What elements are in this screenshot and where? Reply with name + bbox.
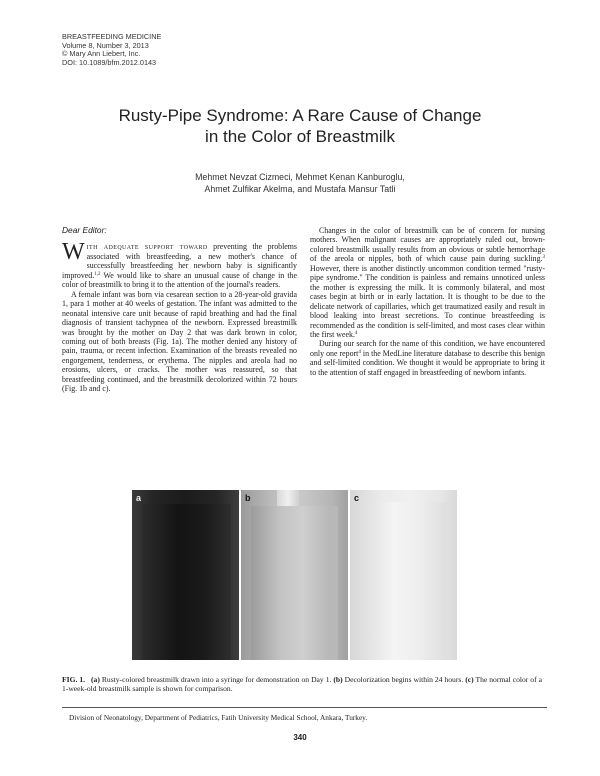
doi: DOI: 10.1089/bfm.2012.0143	[62, 57, 157, 67]
reference-marker: 3	[542, 255, 545, 261]
authors-line-1: Mehmet Nevzat Cizmeci, Mehmet Kenan Kanburoglu,	[195, 172, 405, 182]
copyright: © Mary Ann Liebert, Inc.	[62, 49, 141, 59]
title-line-1: Rusty-Pipe Syndrome: A Rare Cause of Change	[118, 106, 482, 125]
paragraph-1-text-2: We would like to share an unusual cause of change in the color of breastmilk to bring it to the attention of the journal's readers.	[62, 270, 297, 290]
panel-label-a: a	[136, 493, 142, 503]
authors-line-2: Ahmet Zulfikar Akelma, and Mustafa Mansur Tatli	[204, 184, 396, 194]
paragraph-3-text: Changes in the color of breastmilk can be of concern for nursing mothers. When malignant causes are appropriately ruled out, brown-colored breastmilk usually results from an obvious or subtle hemorrhage of the areola or nipples, both of which cause pain during suckling.	[310, 226, 545, 264]
syringe-white-milk	[358, 502, 447, 660]
figure-panel-a	[132, 490, 239, 660]
title-line-2: in the Color of Breastmilk	[205, 127, 395, 146]
left-column	[62, 226, 297, 394]
figure-1	[132, 490, 457, 660]
caption-c-text: The normal color of a 1-week-old breastmilk sample is shown for comparison.	[62, 675, 542, 694]
caption-b-label: (b)	[333, 675, 343, 684]
caption-a-text: Rusty-colored breastmilk drawn into a syringe for demonstration on Day 1.	[99, 675, 334, 684]
panel-label-c: c	[354, 493, 360, 503]
journal-name: BREASTFEEDING MEDICINE	[62, 32, 162, 41]
figure-caption	[62, 675, 542, 693]
paragraph-4	[310, 339, 545, 377]
lead-in: ith adequate support toward	[86, 242, 208, 252]
paragraph-2: A female infant was born via cesarean section to a 28-year-old gravida 1, para 1 mother at 40 weeks of gestation. The infant was admitted to the neonatal intensive care unit because of rapid breathing and had the final diagnosis of transient tachypnea of the newborn. Expressed breastmilk was brought by the mother on Day 2 that was dark brown in color, coming out of both breasts (Fig. 1a). The mother denied any history of pain, trauma, or recent infection. Examination of the breasts revealed no engorgement, tenderness, or erythema. The nipples and areola had no erosions, ulcers, or cracks. The mother was reassured, so that breastfeeding continued, and the breastmilk decolorized within 72 hours (Fig. 1b and c).	[62, 289, 297, 394]
paragraph-3	[310, 226, 545, 339]
paragraph-4-text: During our search for the name of this condition, we have encountered only one report	[310, 339, 545, 358]
syringe-tip	[277, 490, 299, 506]
journal-volume: Volume 8, Number 3, 2013	[62, 40, 149, 50]
paragraph-3-text-2: However, there is another distinctly uncommon condition termed "rusty-pipe syndrome." The condition is painless and remains unnoticed unless the mother is expressing the milk. It is commonly bilateral, and most cases begin at birth or in early lactation. It is thought to be due to the delicate network of capillaries, which get traumatized easily and result in blood leaking into breast secretions. To continue breastfeeding is recommended as the condition is self-limited, and most cases clear within the first week.	[310, 263, 545, 339]
reference-marker: 4	[354, 330, 358, 336]
caption-label: FIG. 1.	[62, 675, 86, 684]
paragraph-1	[62, 239, 298, 290]
figure-panel-b	[241, 490, 348, 660]
author-list	[0, 171, 600, 195]
right-column	[310, 226, 545, 377]
journal-header	[62, 33, 161, 67]
paragraph-4-text-2: in the MedLine literature database to describe this benign and self-limited condition. We thought it would be appropriate to bring it to the attention of staff engaged in breastfeeding of newborn infants.	[310, 348, 545, 377]
figure-panel-c	[350, 490, 457, 660]
drop-cap: W	[62, 239, 85, 266]
page-number: 340	[293, 733, 307, 742]
author-affiliation: Division of Neonatology, Department of Pediatrics, Fatih University Medical School, Ankara, Turkey.	[69, 713, 368, 722]
article-title	[0, 105, 600, 147]
caption-b-text: Decolorization begins within 24 hours.	[342, 675, 466, 684]
syringe-grey-milk	[251, 506, 338, 660]
panel-label-b: b	[245, 493, 251, 503]
reference-marker: 4	[358, 349, 361, 355]
caption-a-label: (a)	[91, 675, 100, 684]
paragraph-1-text: preventing the problems associated with breastfeeding, a new mother's chance of successfully breastfeeding her newborn baby is significantly improved.	[62, 242, 298, 280]
syringe-dark-milk	[142, 504, 231, 660]
reference-marker: 1,2	[94, 271, 101, 277]
footnote-divider	[62, 707, 547, 708]
caption-c-label: (c)	[465, 675, 474, 684]
salutation: Dear Editor:	[62, 225, 107, 235]
